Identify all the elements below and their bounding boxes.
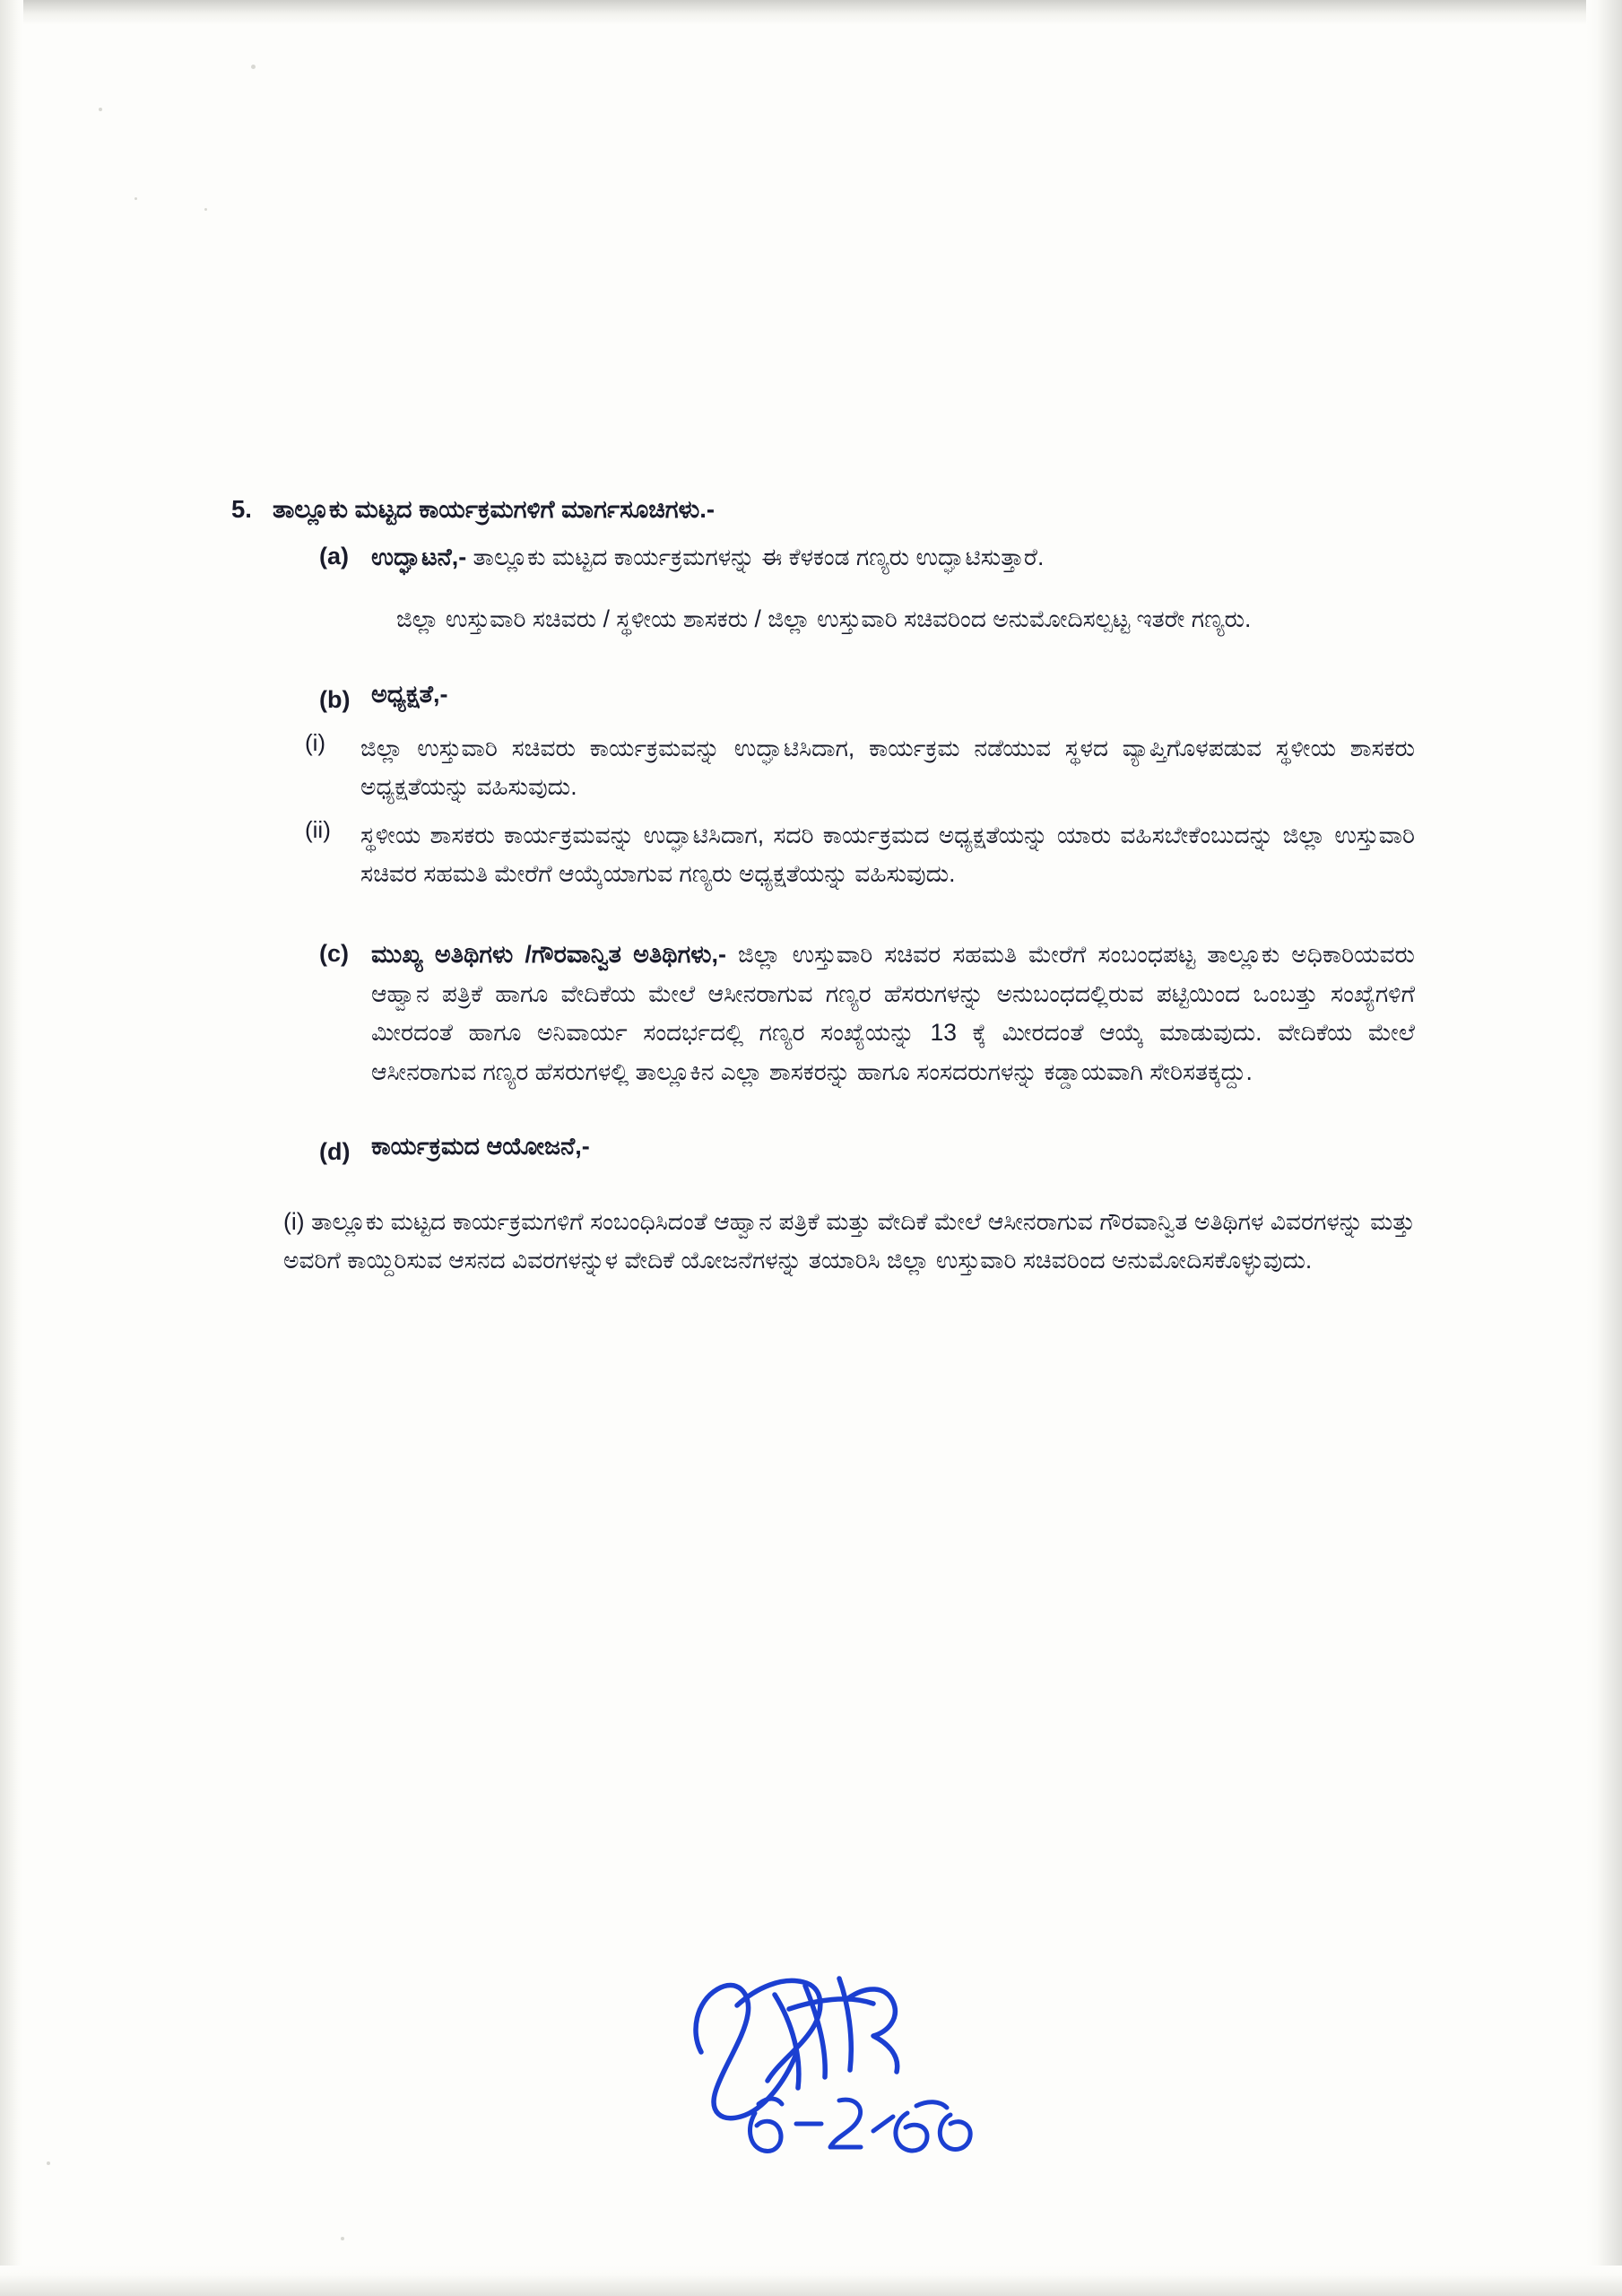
clause-b-tag: (b) [319, 685, 351, 713]
clause-a-tag: (a) [319, 543, 349, 570]
clause-b-item-ii-marker: (ii) [305, 815, 331, 843]
clause-d-body [371, 1133, 1415, 1161]
scan-speck [47, 2161, 50, 2165]
clause-b-item-i [301, 729, 1415, 807]
signature-mark [681, 1946, 1058, 2161]
clause-b-item-ii [301, 816, 1415, 894]
clause-c-body [371, 935, 1415, 1091]
clause-b-body [371, 681, 1415, 709]
scan-speck [251, 65, 256, 69]
clause-b-item-i-marker: (i) [305, 728, 326, 756]
clause-d-item-i-text: ತಾಲ್ಲೂಕು ಮಟ್ಟದ ಕಾರ್ಯಕ್ರಮಗಳಿಗೆ ಸಂಬಂಧಿಸಿದಂತೆ ಆಹ್ವಾನ ಪತ್ರಿಕೆ ಮತ್ತು ವೇದಿಕೆ ಮೇಲೆ ಆಸೀನರಾಗುವ ಗೌರವಾನ್ವಿತ ಅತಿಥಿಗಳ ವಿವರಗಳನ್ನು ಮತ್ತು ಅವರಿಗೆ ಕಾಯ್ದಿರಿಸುವ ಆಸನದ ವಿವರಗಳನ್ನುಳ ವೇದಿಕೆ ಯೋಜನೆಗಳನ್ನು ತಯಾರಿಸಿ ಜಿಲ್ಲಾ ಉಸ್ತುವಾರಿ ಸಚಿವರಿಂದ ಅನುಮೋದಿಸಕೊಳ್ಳುವುದು. [283, 1208, 1415, 1274]
scan-edge-right [1586, 0, 1622, 2296]
clause-d-item-i [283, 1203, 1415, 1281]
clause-d-tag: (d) [319, 1138, 351, 1166]
document-body [231, 495, 1415, 1281]
scan-speck [204, 208, 207, 211]
clause-a-lead: ಉದ್ಘಾಟನೆ,- [371, 544, 467, 570]
clause-a-text: ತಾಲ್ಲೂಕು ಮಟ್ಟದ ಕಾರ್ಯಕ್ರಮಗಳನ್ನು ಈ ಕೆಳಕಂಡ ಗಣ್ಯರು ಉದ್ಘಾಟಿಸುತ್ತಾರೆ. [466, 544, 1045, 570]
scan-speck [99, 108, 102, 111]
scan-edge-left [0, 0, 23, 2296]
scan-edge-top [0, 0, 1622, 25]
scan-edge-bottom [0, 2266, 1622, 2296]
section-title: ತಾಲ್ಲೂಕು ಮಟ್ಟದ ಕಾರ್ಯಕ್ರಮಗಳಿಗೆ ಮಾರ್ಗಸೂಚಿಗಳು.- [273, 495, 716, 523]
clause-a-body [371, 537, 1415, 577]
scan-speck [341, 2237, 344, 2240]
section-heading [231, 495, 1415, 525]
clause-b-item-ii-text: ಸ್ಥಳೀಯ ಶಾಸಕರು ಕಾರ್ಯಕ್ರಮವನ್ನು ಉದ್ಘಾಟಿಸಿದಾಗ, ಸದರಿ ಕಾರ್ಯಕ್ರಮದ ಅಧ್ಯಕ್ಷತೆಯನ್ನು ಯಾರು ವಹಿಸಬೇಕೆಂಬುದನ್ನು ಜಿಲ್ಲಾ ಉಸ್ತುವಾರಿ ಸಚಿವರ ಸಹಮತಿ ಮೇರೆಗೆ ಆಯ್ಕೆಯಾಗುವ ಗಣ್ಯರು ಅಧ್ಯಕ್ಷತೆಯನ್ನು ವಹಿಸುವುದು. [360, 821, 1415, 887]
clause-d [319, 1133, 1415, 1172]
clause-a [319, 537, 1415, 639]
clause-a-subparagraph: ಜಿಲ್ಲಾ ಉಸ್ತುವಾರಿ ಸಚಿವರು / ಸ್ಥಳೀಯ ಶಾಸಕರು / ಜಿಲ್ಲಾ ಉಸ್ತುವಾರಿ ಸಚಿವರಿಂದ ಅನುಮೋದಿಸಲ್ಪಟ್ಟ ಇತರೇ ಗಣ್ಯರು. [396, 605, 1252, 633]
scan-speck [134, 197, 137, 200]
clause-d-item-i-marker: (i) [283, 1208, 305, 1235]
clause-b-lead: ಅಧ್ಯಕ್ಷತೆ,- [371, 680, 448, 708]
clause-d-lead: ಕಾರ್ಯಕ್ರಮದ ಆಯೋಜನೆ,- [371, 1133, 590, 1161]
clause-b-item-i-text: ಜಿಲ್ಲಾ ಉಸ್ತುವಾರಿ ಸಚಿವರು ಕಾರ್ಯಕ್ರಮವನ್ನು ಉದ್ಘಾಟಿಸಿದಾಗ, ಕಾರ್ಯಕ್ರಮ ನಡೆಯುವ ಸ್ಥಳದ ವ್ಯಾಪ್ತಿಗೊಳಪಡುವ ಸ್ಥಳೀಯ ಶಾಸಕರು ಅಧ್ಯಕ್ಷತೆಯನ್ನು ವಹಿಸುವುದು. [360, 734, 1415, 801]
clause-c [319, 935, 1415, 1091]
clause-c-lead: ಮುಖ್ಯ ಅತಿಥಿಗಳು /ಗೌರವಾನ್ವಿತ ಅತಿಥಿಗಳು,- [371, 941, 726, 969]
clause-c-tag: (c) [319, 940, 349, 968]
section-number: 5. [231, 495, 252, 523]
clause-c-text: ಜಿಲ್ಲಾ ಉಸ್ತುವಾರಿ ಸಚಿವರ ಸಹಮತಿ ಮೇರೆಗೆ ಸಂಬಂಧಪಟ್ಟ ತಾಲ್ಲೂಕು ಅಧಿಕಾರಿಯವರು ಆಹ್ವಾನ ಪತ್ರಿಕೆ ಹಾಗೂ ವೇದಿಕೆಯ ಮೇಲೆ ಆಸೀನರಾಗುವ ಗಣ್ಯರ ಹೆಸರುಗಳನ್ನು ಅನುಬಂಧದಲ್ಲಿರುವ ಪಟ್ಟಿಯಿಂದ ಒಂಬತ್ತು ಸಂಖ್ಯೆಗಳಿಗೆ ಮೀರದಂತೆ ಹಾಗೂ ಅನಿವಾರ್ಯ ಸಂದರ್ಭದಲ್ಲಿ ಗಣ್ಯರ ಸಂಖ್ಯೆಯನ್ನು 13 ಕ್ಕೆ ಮೀರದಂತೆ ಆಯ್ಕೆ ಮಾಡುವುದು. ವೇದಿಕೆಯ ಮೇಲೆ ಆಸೀನರಾಗುವ ಗಣ್ಯರ ಹೆಸರುಗಳಲ್ಲಿ ತಾಲ್ಲೂಕಿನ ಎಲ್ಲಾ ಶಾಸಕರನ್ನು ಹಾಗೂ ಸಂಸದರುಗಳನ್ನು ಕಡ್ಡಾಯವಾಗಿ ಸೇರಿಸತಕ್ಕದ್ದು. [371, 941, 1415, 1085]
clause-b [319, 681, 1415, 720]
signature-block [681, 1946, 1058, 2161]
